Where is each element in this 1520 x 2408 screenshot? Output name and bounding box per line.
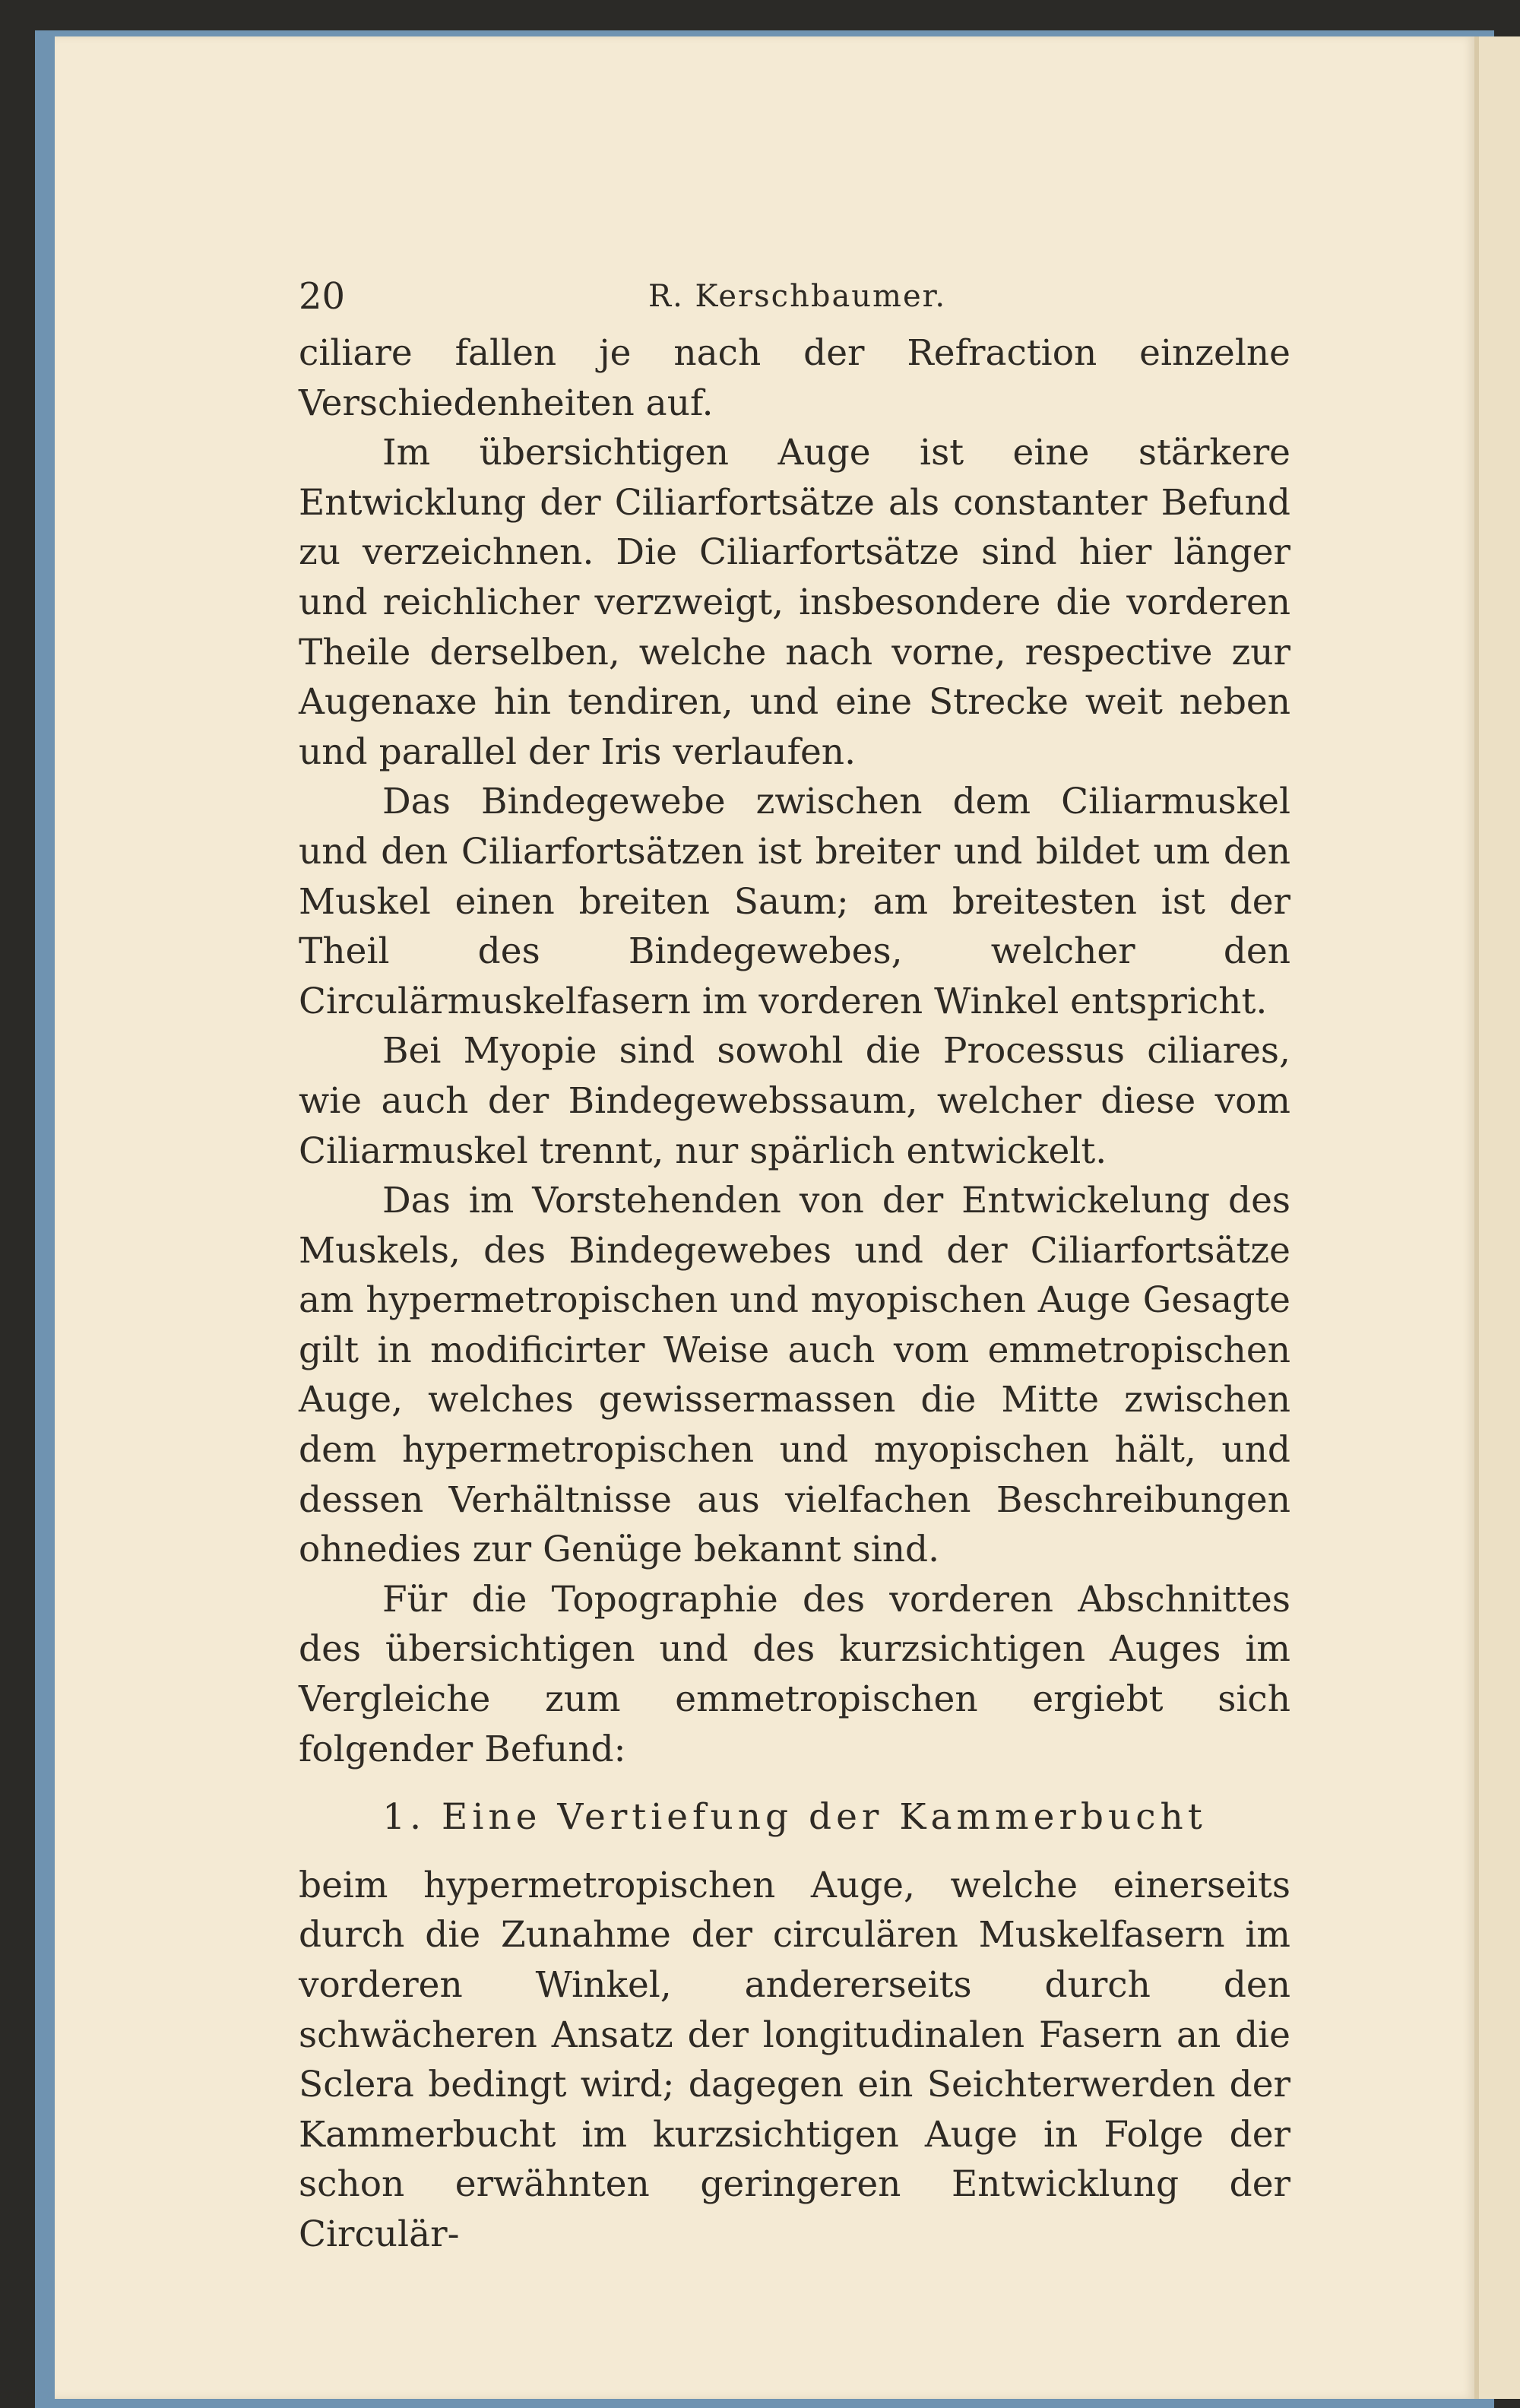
running-head: R. Kerschbaumer. <box>648 279 947 314</box>
paragraph: Das Bindegewebe zwischen dem Ciliarmuskel und den Ciliarfortsätzen ist breiter und bildet um den Muskel einen breiten Saum; am breitesten ist der Theil des Bindegewebes, welcher den Circulärmuskelfasern im vorderen Winkel entspricht. <box>299 781 1290 1022</box>
paragraph: beim hypermetropischen Auge, welche einerseits durch die Zunahme der circulären Muskelfasern im vorderen Winkel, andererseits durch den schwächeren Ansatz der longitudinalen Fasern an die Sclera bedingt wird; dagegen ein Seichterwerden der Kammerbucht im kurzsichtigen Auge in Folge der schon erwähnten geringeren Entwicklung der Circulär- <box>299 1864 1290 2255</box>
paragraph: ciliare fallen je nach der Refraction einzelne Verschiedenheiten auf. <box>299 332 1290 424</box>
section-heading: 1. Eine Vertiefung der Kammerbucht <box>382 1796 1207 1839</box>
paragraph: Für die Topographie des vorderen Abschnittes des übersichtigen und des kurzsichtigen Auges im Vergleiche zum emmetropischen ergiebt sich folgender Befund: <box>299 1578 1290 1770</box>
paragraph: Das im Vorstehenden von der Entwickelung des Muskels, des Bindegewebes und der Ciliarfortsätze am hypermetropischen und myopischen Auge Gesagte gilt in modificirter Weise auch vom emmetropischen Auge, welches gewissermassen die Mitte zwischen dem hypermetropischen und myopischen hält, und dessen Verhältnisse aus vielfachen Beschreibungen ohnedies zur Genüge bekannt sind. <box>299 1180 1290 1571</box>
adjacent-page-edge <box>1474 36 1520 2399</box>
paragraph: Bei Myopie sind sowohl die Processus ciliares, wie auch der Bindegewebssaum, welcher diese vom Ciliarmuskel trennt, nur spärlich entwickelt. <box>299 1030 1290 1172</box>
paragraph: Im übersichtigen Auge ist eine stärkere Entwicklung der Ciliarfortsätze als constanter Befund zu verzeichnen. Die Ciliarfortsätze sind hier länger und reichlicher verzweigt, insbesondere die vorderen Theile derselben, welche nach vorne, respective zur Augenaxe hin tendiren, und eine Strecke weit neben und parallel der Iris verlaufen. <box>299 432 1290 773</box>
page-header <box>299 268 1290 328</box>
page-text-block <box>299 268 1290 2260</box>
page-number: 20 <box>299 275 346 318</box>
